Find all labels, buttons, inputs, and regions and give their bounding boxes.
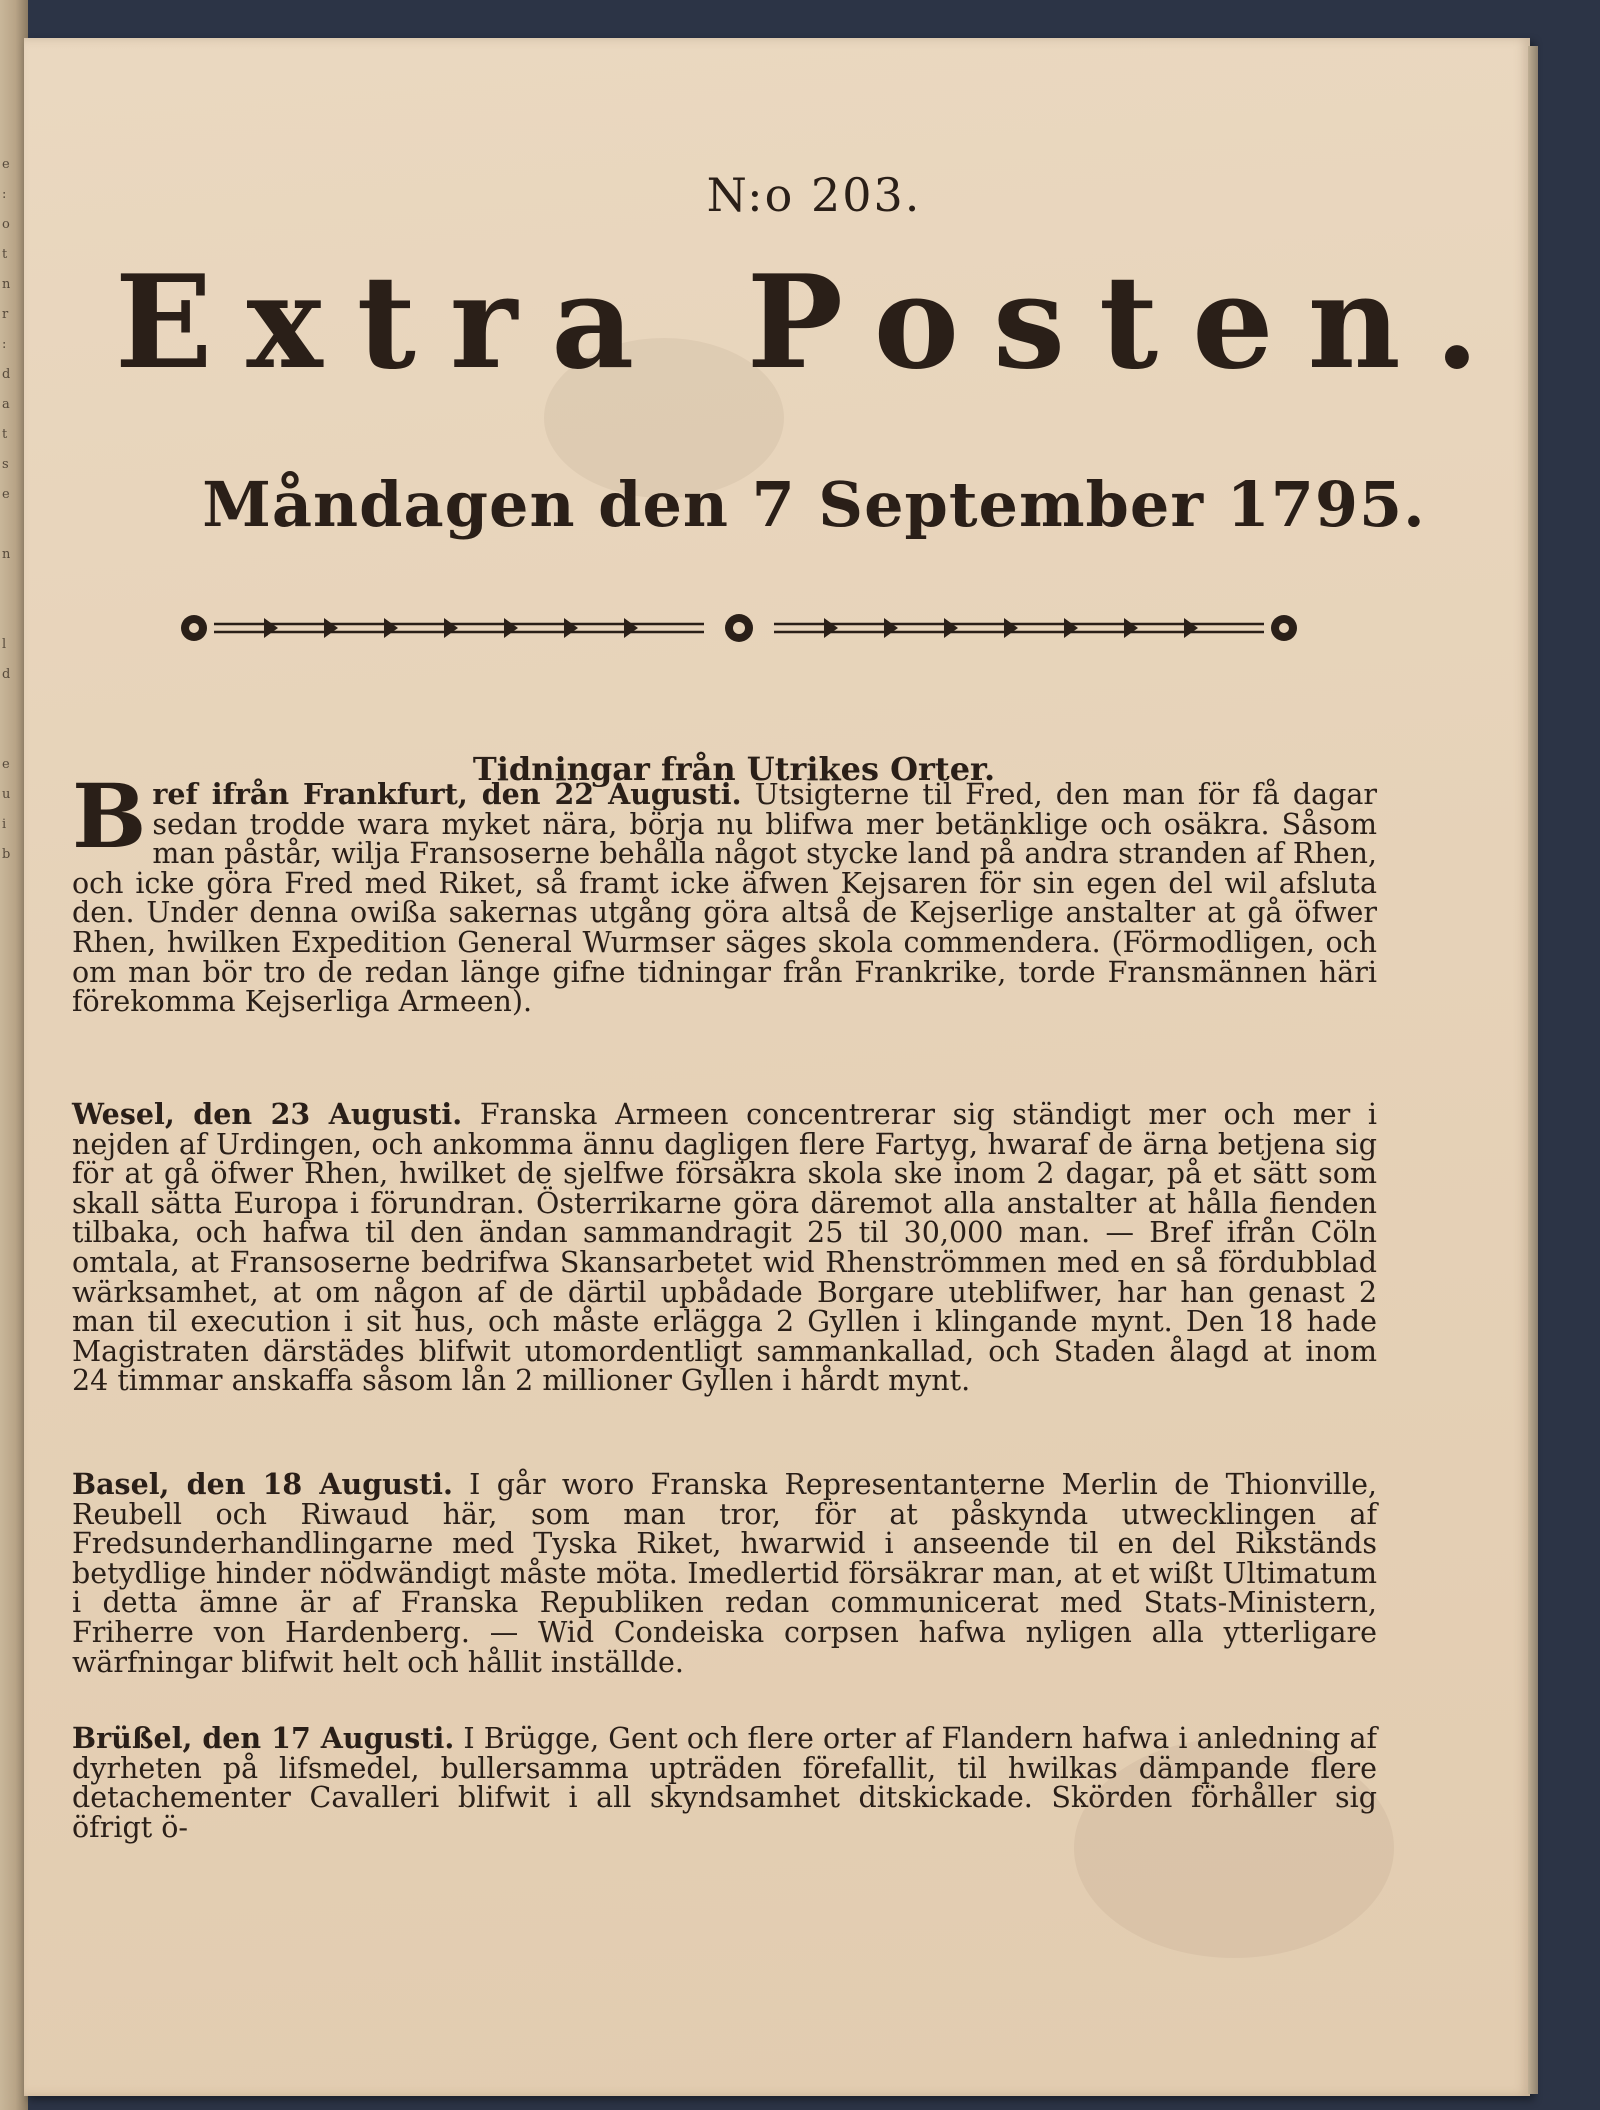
article-body: Utsigterne til Fred, den man för få dagar sedan trodde wara myket nära, börja nu blifwa mer betänklige och osäkra. Såsom man påstår, wilja Fransoserne behålla något stycke land på andra stranden af Rhen, och icke göra Fred med Riket, så framt icke äfwen Kejsaren för sin egen del wil afsluta den. Under denna owißa sakernas utgång göra altså de Kejserlige anstalter at gå öfwer Rhen, hwilken Expedition General Wurmser säges skola commendera. (Förmodligen, och om man bör tro de redan länge gifne tidningar från Frankrike, torde Fransmännen häri förekomma Kejserliga Armeen). — [72, 778, 1377, 1019]
article-wesel — [72, 1097, 1377, 1398]
ornamental-rule — [174, 608, 1304, 648]
article-place-date: Wesel, den 23 Augusti. — [72, 1097, 463, 1131]
article-basel — [72, 1467, 1377, 1679]
newspaper-title: Extra Posten. — [114, 248, 1514, 398]
article-brussel — [72, 1721, 1377, 1844]
article-body: I Brügge, Gent och flere orter af Flandern hafwa i anledning af dyrheten på lifsmedel, bullersamma upträden förefallit, til hwilkas dämpande flere detachementer Cavalleri blifwit i all skyndsamhet ditskickade. Skörden förhåller sig öfrigt ö- — [72, 1722, 1377, 1844]
newspaper-page — [24, 38, 1530, 2096]
spine-text-fragments: e : o t n r : d a t s e n l d e u i b — [2, 157, 11, 862]
section-heading: Tidningar från Utrikes Orter. — [472, 750, 996, 788]
article-place-date: Basel, den 18 Augusti. — [72, 1467, 453, 1501]
drop-cap: B — [72, 764, 147, 868]
article-body: I går woro Franska Representanterne Merlin de Thionville, Reubell och Riwaud här, som man tror, för at påskynda utwecklingen af Fredsunderhandlingarne med Tyska Riket, hwarwid i anseende til en del Rikständs betydlige hinder nödwändigt måste möta. Imedlertid försäkrar man, at et wißt Ultimatum i detta ämne är af Franska Republiken redan communicerat med Stats-Ministern, Friherre von Hardenberg. — Wid Condeiska corpsen hafwa nyligen alla ytterligare wärfningar blifwit helt och hållit inställde. — [72, 1468, 1377, 1679]
issue-number: N:o 203. — [706, 168, 922, 222]
article-place-date: Brüßel, den 17 Augusti. — [72, 1721, 455, 1755]
article-place-date: ref ifrån Frankfurt, den 22 Augusti. — [152, 777, 742, 811]
article-body: Franska Armeen concentrerar sig ständigt mer och mer i nejden af Urdingen, och ankomma ännu dagligen flere Fartyg, hwaraf de ärna betjena sig för at gå öfwer Rhen, hwilket de sjelfwe försäkra skola ske inom 2 dagar, på et sätt som skall sätta Europa i förundran. Österrikarne göra däremot alla anstalter at hålla fienden tilbaka, och hafwa til den ändan sammandragit 25 til 30,000 man. — Bref ifrån Cöln omtala, at Fransoserne bedrifwa Skansarbetet wid Rhenströmmen med en så fördubblad wärksamhet, at om någon af de därtil upbådade Borgare uteblifwer, har han genast 2 man til execution i sit hus, och måste erlägga 2 Gyllen i klingande mynt. Den 18 hade Magistraten därstädes blifwit utomordentligt sammankallad, och Staden ålagd at inom 24 timmar anskaffa såsom lån 2 millioner Gyllen i hårdt mynt. — [72, 1098, 1377, 1398]
page-edge — [1528, 46, 1538, 2094]
issue-dateline: Måndagen den 7 September 1795. — [202, 468, 1426, 541]
